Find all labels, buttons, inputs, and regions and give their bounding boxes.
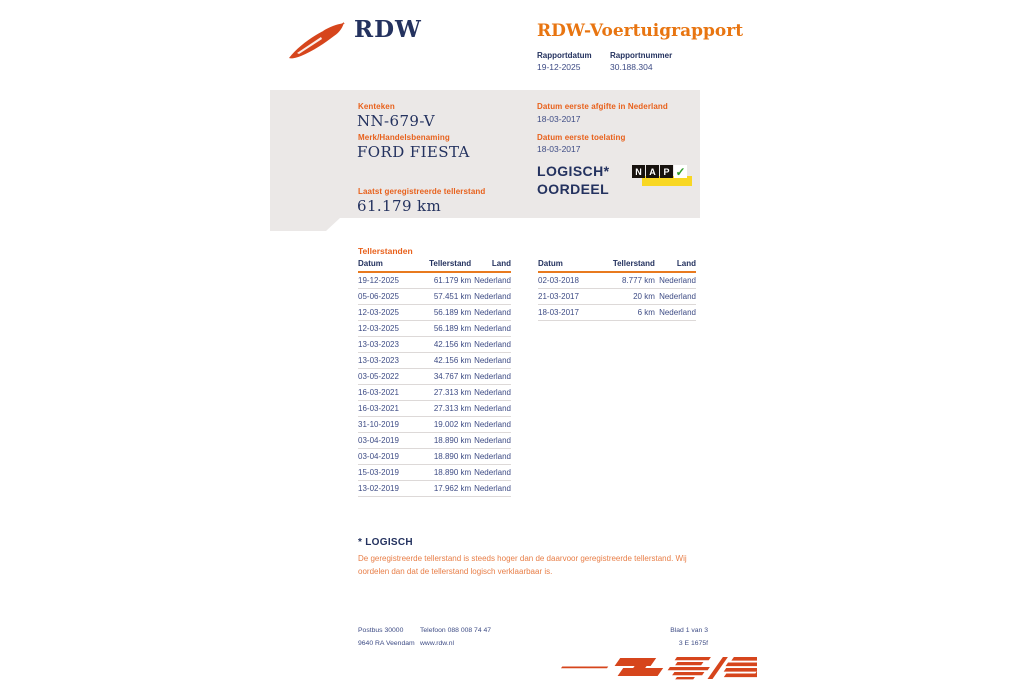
table-cell: 20 km (601, 289, 655, 305)
table-cell: Nederland (471, 433, 511, 449)
footer-postbus: Postbus 30000 (358, 627, 404, 634)
table-cell: 27.313 km (419, 401, 471, 417)
table-row (358, 465, 511, 481)
table-header-row (538, 257, 696, 272)
table-cell: 13-03-2023 (358, 353, 419, 369)
table-cell: 56.189 km (419, 321, 471, 337)
footer-phone: Telefoon 088 008 74 47 (420, 627, 492, 634)
rapportnummer-label: Rapportnummer (610, 51, 673, 60)
table-cell: 21-03-2017 (538, 289, 601, 305)
laatste-tellerstand-label: Laatst geregistreerde tellerstand (358, 187, 486, 196)
oordeel-line1: LOGISCH* (537, 163, 610, 179)
table-row (358, 272, 511, 289)
report-title: RDW-Voertuigrapport (537, 21, 744, 41)
rdw-feather-logo-icon (287, 21, 347, 61)
table-row (358, 321, 511, 337)
tellerstanden-table-right (538, 257, 696, 321)
eerste-afgifte-label: Datum eerste afgifte in Nederland (537, 102, 668, 111)
table-cell: 03-04-2019 (358, 433, 419, 449)
table-row (358, 353, 511, 369)
footer-form-code: 3 E 1675f (678, 639, 708, 647)
table-cell: 19-12-2025 (358, 272, 419, 289)
eerste-afgifte-value: 18-03-2017 (537, 114, 581, 124)
table-cell: 12-03-2025 (358, 305, 419, 321)
column-header: Tellerstand (601, 257, 655, 272)
table-cell: 16-03-2021 (358, 401, 419, 417)
rapportnummer-value: 30.188.304 (610, 62, 653, 72)
table-cell: Nederland (471, 401, 511, 417)
table-row (358, 305, 511, 321)
nap-checkmark-icon: ✓ (675, 164, 686, 179)
rdw-wing-graphic (545, 654, 757, 682)
table-cell: 03-05-2022 (358, 369, 419, 385)
rapportdatum-value: 19-12-2025 (537, 62, 581, 72)
table-row (358, 369, 511, 385)
column-header: Datum (538, 257, 601, 272)
table-row (538, 289, 696, 305)
table-cell: Nederland (655, 305, 696, 321)
vehicle-summary-box (270, 90, 700, 231)
footer-page-info (620, 625, 708, 650)
table-cell: 57.451 km (419, 289, 471, 305)
column-header: Land (655, 257, 696, 272)
table-cell: Nederland (471, 417, 511, 433)
table-cell: 6 km (601, 305, 655, 321)
column-header: Tellerstand (419, 257, 471, 272)
table-cell: Nederland (471, 385, 511, 401)
table-row (358, 449, 511, 465)
table-row (358, 481, 511, 497)
table-row (358, 417, 511, 433)
kenteken-value: NN-679-V (357, 112, 435, 130)
table-row (358, 289, 511, 305)
table-cell: 18-03-2017 (538, 305, 601, 321)
table-cell: Nederland (471, 289, 511, 305)
table-cell: 17.962 km (419, 481, 471, 497)
column-header: Land (471, 257, 511, 272)
nap-letter-a: A (646, 165, 659, 178)
table-cell: 18.890 km (419, 433, 471, 449)
table-cell: 02-03-2018 (538, 272, 601, 289)
table-cell: 61.179 km (419, 272, 471, 289)
table-cell: Nederland (471, 337, 511, 353)
table-cell: 05-06-2025 (358, 289, 419, 305)
table-cell: Nederland (471, 353, 511, 369)
logisch-footnote-text: De geregistreerde tellerstand is steeds hoger dan de daarvoor geregistreerde tellerstand. Wij oordelen dan dat de tellerstand logisch verklaarbaar is. (358, 554, 687, 576)
footer-city: 9640 RA Veendam (358, 639, 415, 647)
table-row (358, 401, 511, 417)
table-row (538, 272, 696, 289)
eerste-toelating-value: 18-03-2017 (537, 144, 581, 154)
table-cell: 42.156 km (419, 337, 471, 353)
table-row (358, 433, 511, 449)
column-header: Datum (358, 257, 419, 272)
table-cell: Nederland (471, 481, 511, 497)
table-cell: 8.777 km (601, 272, 655, 289)
table-cell: 56.189 km (419, 305, 471, 321)
nap-letter-p: P (660, 165, 673, 178)
table-cell: Nederland (471, 465, 511, 481)
table-cell: 27.313 km (419, 385, 471, 401)
table-cell: Nederland (471, 449, 511, 465)
oordeel-line2: OORDEEL (537, 181, 610, 197)
table-cell: Nederland (655, 272, 696, 289)
merk-label: Merk/Handelsbenaming (358, 133, 450, 142)
kenteken-label: Kenteken (358, 102, 395, 111)
table-row (358, 337, 511, 353)
oordeel-badge (537, 162, 609, 198)
table-cell: Nederland (471, 321, 511, 337)
merk-value: FORD FIESTA (357, 143, 470, 161)
table-cell: Nederland (471, 305, 511, 321)
table-cell: 18.890 km (419, 465, 471, 481)
table-cell: 31-10-2019 (358, 417, 419, 433)
logisch-footnote-title: * LOGISCH (358, 537, 413, 548)
footer-contact (420, 625, 491, 650)
table-cell: 13-02-2019 (358, 481, 419, 497)
table-cell: Nederland (655, 289, 696, 305)
table-row (358, 385, 511, 401)
table-cell: 18.890 km (419, 449, 471, 465)
rapportdatum-label: Rapportdatum (537, 51, 592, 60)
table-cell: 19.002 km (419, 417, 471, 433)
footer-page-number: Blad 1 van 3 (670, 627, 708, 634)
table-cell: 13-03-2023 (358, 337, 419, 353)
tellerstanden-section-title: Tellerstanden (358, 246, 413, 256)
rdw-logo-text: RDW (354, 16, 422, 43)
nap-logo (632, 165, 692, 188)
table-cell: Nederland (471, 272, 511, 289)
table-cell: 15-03-2019 (358, 465, 419, 481)
table-cell: 16-03-2021 (358, 385, 419, 401)
table-cell: Nederland (471, 369, 511, 385)
laatste-tellerstand-value: 61.179 km (357, 197, 442, 215)
footer-address (358, 625, 415, 650)
table-cell: 03-04-2019 (358, 449, 419, 465)
eerste-toelating-label: Datum eerste toelating (537, 133, 626, 142)
table-cell: 12-03-2025 (358, 321, 419, 337)
tellerstanden-table-left (358, 257, 511, 497)
table-header-row (358, 257, 511, 272)
table-cell: 42.156 km (419, 353, 471, 369)
nap-letter-n: N (632, 165, 645, 178)
footer-website-link[interactable]: www.rdw.nl (420, 639, 454, 647)
table-cell: 34.767 km (419, 369, 471, 385)
table-row (538, 305, 696, 321)
